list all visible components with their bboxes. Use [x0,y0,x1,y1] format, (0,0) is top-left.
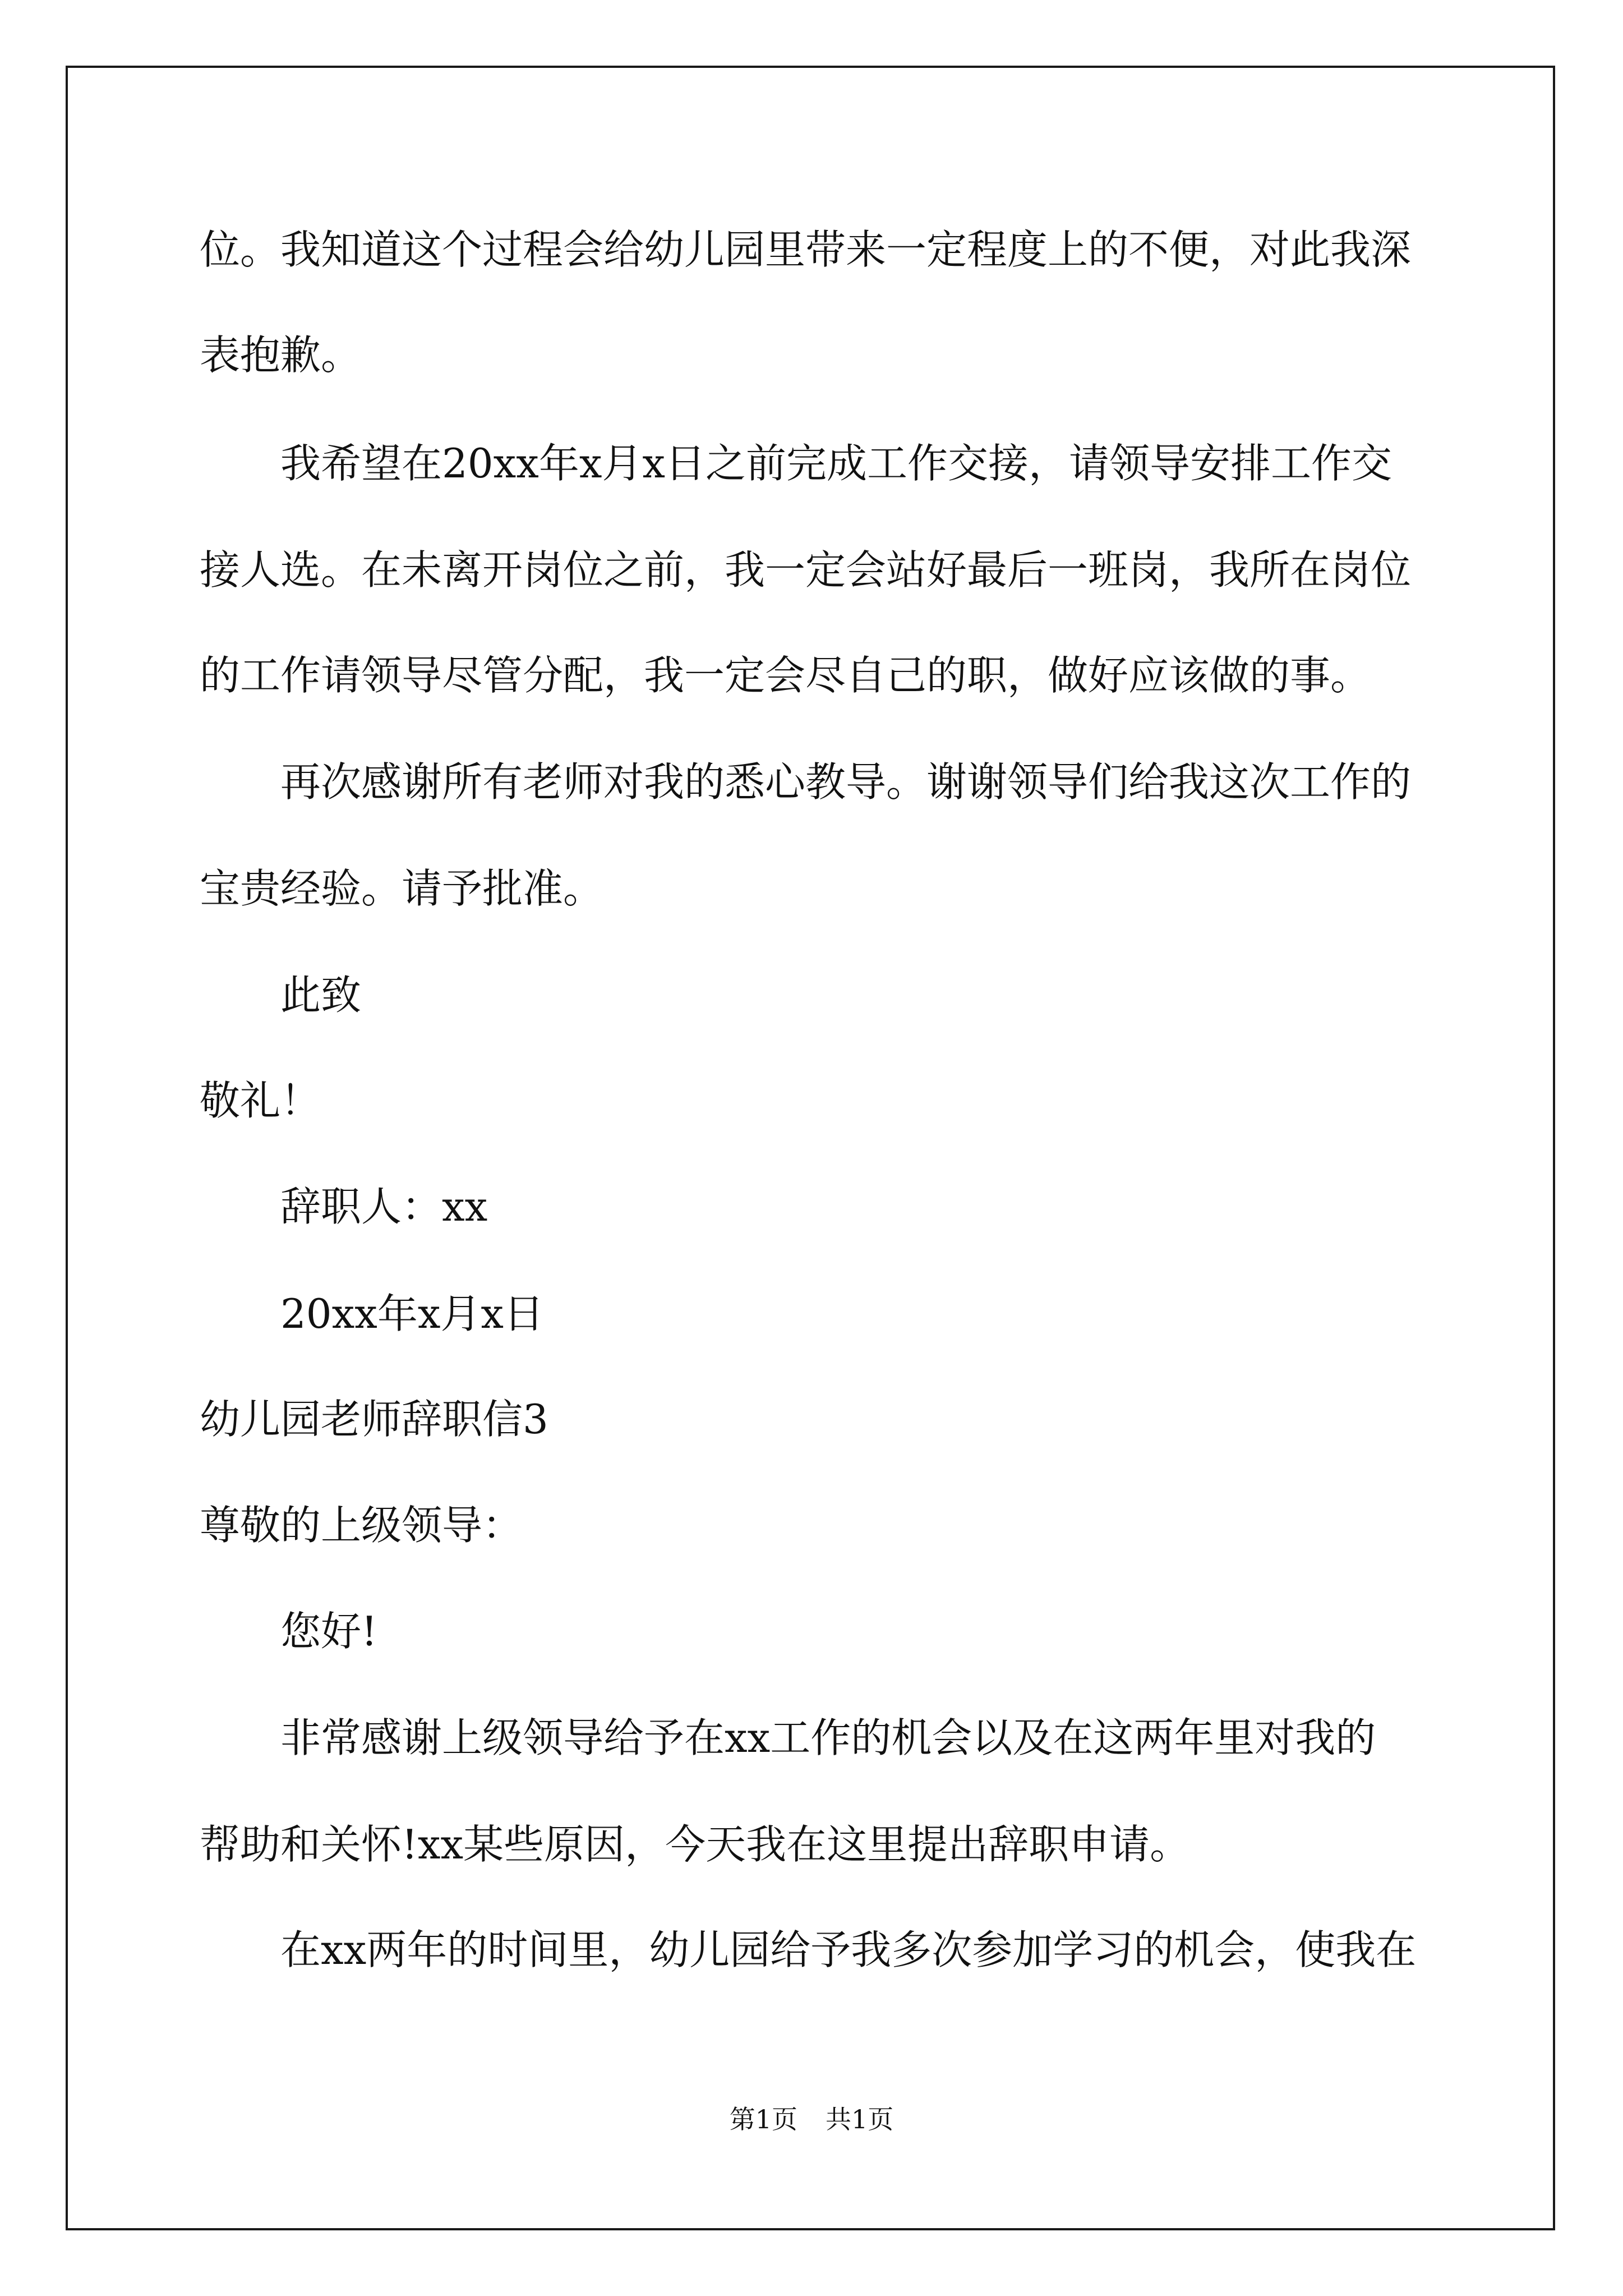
date-line: 20xx年x月x日 [280,1290,545,1337]
closing-salutation: 此致 [280,972,362,1019]
paragraph-first-line: 非常感谢上级领导给予在xx工作的机会以及在这两年里对我的 [280,1714,1376,1761]
greeting-addressee: 尊敬的上级领导： [200,1502,523,1549]
body-line: 位。我知道这个过程会给幼儿园里带来一定程度上的不便，对此我深 [200,226,1412,273]
paragraph-first-line: 再次感谢所有老师对我的悉心教导。谢谢领导们给我这次工作的 [280,758,1412,806]
section-title: 幼儿园老师辞职信3 [200,1396,548,1443]
closing-respect: 敬礼！ [200,1077,321,1124]
page-number: 第1页 [729,2104,797,2134]
page-border [66,66,1555,2230]
paragraph-first-line: 在xx两年的时间里，幼儿园给予我多次参加学习的机会，使我在 [280,1926,1417,1973]
paragraph-first-line: 我希望在20xx年x月x日之前完成工作交接，请领导安排工作交 [280,440,1393,487]
body-line: 宝贵经验。请予批准。 [200,865,604,912]
page-footer [0,2102,1623,2136]
body-line: 帮助和关怀!xx某些原因，今天我在这里提出辞职申请。 [200,1821,1191,1868]
signature-line: 辞职人：xx [280,1183,488,1230]
body-line: 接人选。在未离开岗位之前，我一定会站好最后一班岗，我所在岗位 [200,546,1412,593]
body-line: 表抱歉。 [200,332,362,379]
greeting: 您好! [280,1608,377,1655]
page-total: 共1页 [826,2104,894,2134]
body-line: 的工作请领导尽管分配，我一定会尽自己的职，做好应该做的事。 [200,652,1371,699]
